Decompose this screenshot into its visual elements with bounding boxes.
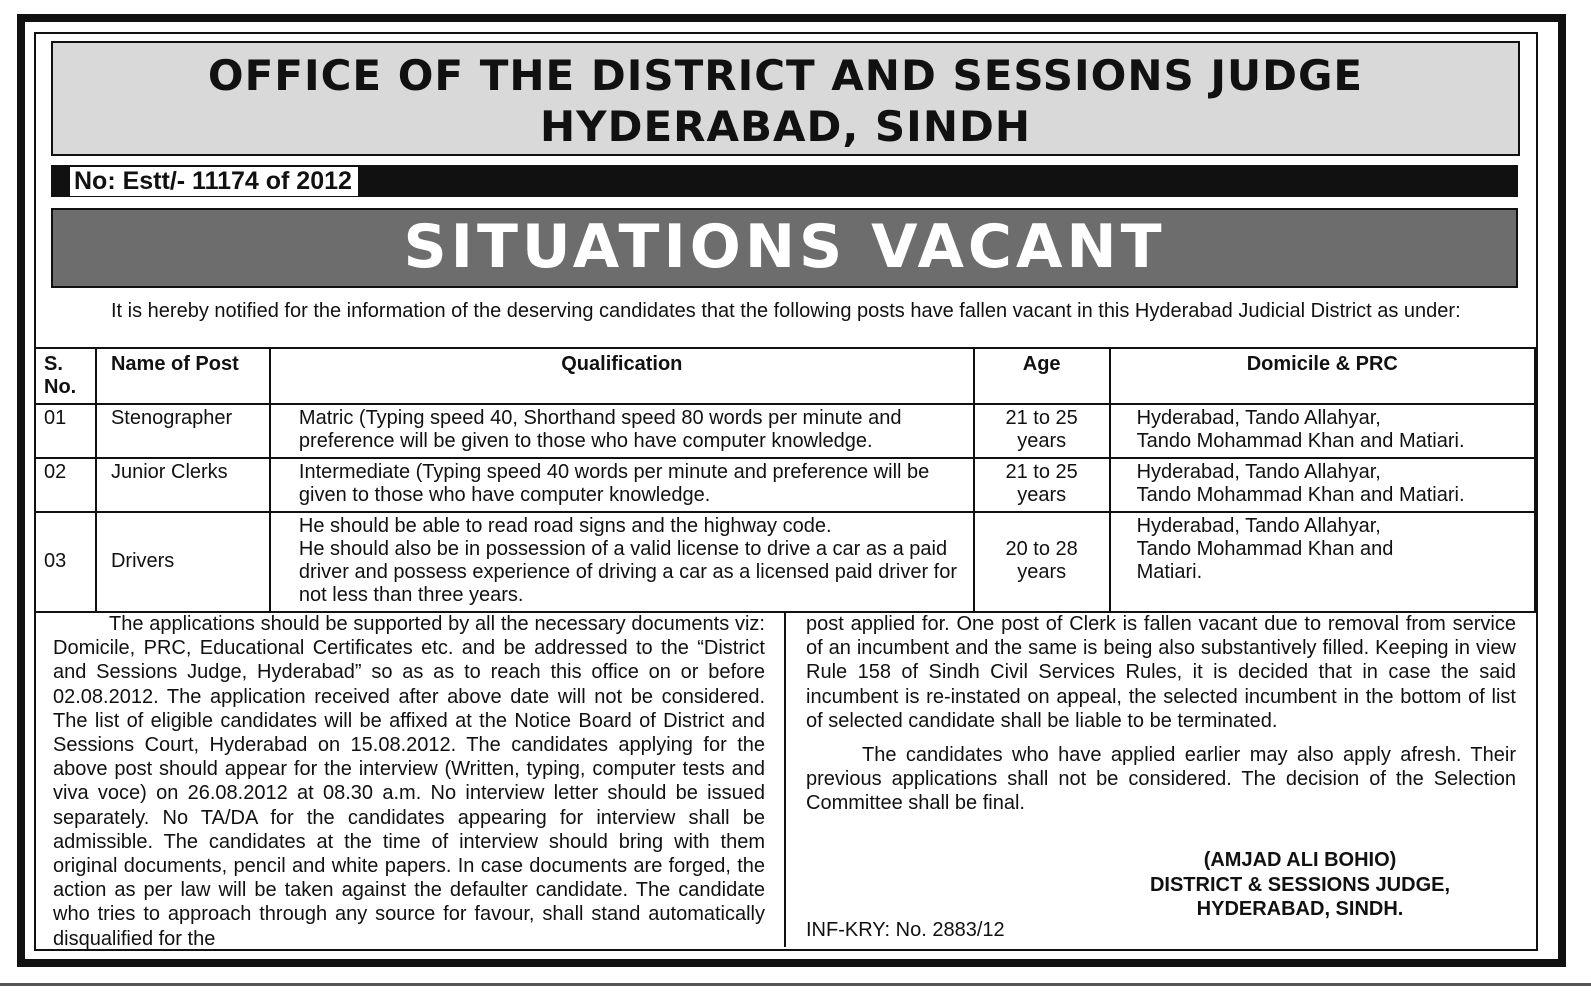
reference-bar <box>51 165 1518 197</box>
row-qualification: Matric (Typing speed 40, Shorthand speed 80 words per minute and preference will be given to those who have computer knowledge. <box>270 404 974 458</box>
row-sno: 01 <box>35 404 96 458</box>
row-sno: 03 <box>35 512 96 612</box>
row-domicile: Hyderabad, Tando Allahyar, Tando Mohammad Khan and Matiari. <box>1110 512 1535 612</box>
row-age: 21 to 25 years <box>974 404 1110 458</box>
row-age: 21 to 25 years <box>974 458 1110 512</box>
table-row <box>35 404 1535 458</box>
inf-reference: INF-KRY: No. 2883/12 <box>806 919 1005 941</box>
row-post: Stenographer <box>96 404 270 458</box>
signatory-name: (AMJAD ALI BOHIO) <box>1203 849 1397 871</box>
situations-vacant-banner <box>51 208 1518 288</box>
table-row <box>35 458 1535 512</box>
row-age: 20 to 28 years <box>974 512 1110 612</box>
body-right-paragraph-1: post applied for. One post of Clerk is fallen vacant due to removal from service of an incumbent and the same is being also substantively filled. Keeping in view Rule 158 of Sindh Civil Services Rules, it is decided that in case the said incumbent is re-instated on appeal, the selected incumbent in the bottom of list of selected candidate shall be liable to be terminated. <box>806 613 1516 732</box>
signatory-designation: DISTRICT & SESSIONS JUDGE, <box>1149 873 1451 896</box>
bottom-rule <box>0 983 1591 986</box>
intro-text: It is hereby notified for the information of the deserving candidates that the following posts have fallen vacant in this Hyderabad Judicial District as under: <box>111 300 1461 322</box>
table-header-row <box>35 348 1535 404</box>
table-row <box>35 512 1535 612</box>
vacancies-table <box>34 347 1536 613</box>
header-sno: S. No. <box>35 348 96 404</box>
body-left-text: The applications should be supported by all the necessary documents viz: Domicile, PRC, Educational Certificates etc. and be addressed to the “District and Sessions Judge, Hyderabad” so as as to reach this office on or before 02.08.2012. The application received after above date will not be considered. The list of eligible candidates will be affixed at the Notice Board of District and Sessions Court, Hyderabad on 15.08.2012. The candidates applying for the above post should appear for the interview (Written, typing, computer tests and viva voce) on 26.08.2012 at 08.30 a.m. No interview letter should be issued separately. No TA/DA for the candidates appearing for interview shall be admissible. The candidates at the time of interview should bring with them original documents, pencil and white papers. In case documents are forged, the action as per law will be taken against the defaulter candidate. The candidate who tries to approach through any source for favour, shall stand automatically disqualified for the <box>53 613 765 950</box>
intro-paragraph <box>55 300 1518 323</box>
row-domicile: Hyderabad, Tando Allahyar, Tando Mohammad Khan and Matiari. <box>1110 404 1535 458</box>
office-title-line2: HYDERABAD, SINDH <box>540 102 1031 151</box>
row-domicile: Hyderabad, Tando Allahyar, Tando Mohammad Khan and Matiari. <box>1110 458 1535 512</box>
body-right-column <box>806 612 1516 816</box>
body-left-column <box>53 612 765 951</box>
header-post: Name of Post <box>96 348 270 404</box>
banner-text: SITUATIONS VACANT <box>403 212 1166 282</box>
row-qualification: He should be able to read road signs and the highway code. He should also be in possession of a valid license to drive a car as a paid driver and possess experience of driving a car as a licensed paid driver for not less than three years. <box>270 512 974 612</box>
header-qualification: Qualification <box>270 348 974 404</box>
header-domicile: Domicile & PRC <box>1110 348 1535 404</box>
row-sno: 02 <box>35 458 96 512</box>
office-title-box <box>51 41 1520 156</box>
body-right-paragraph-2: The candidates who have applied earlier may also apply afresh. Their previous applications shall not be considered. The decision of the Selection Committee shall be final. <box>806 744 1516 815</box>
reference-number: No: Estt/- 11174 of 2012 <box>70 167 358 196</box>
column-divider <box>784 612 786 947</box>
signature-block <box>1100 848 1500 922</box>
header-age: Age <box>974 348 1110 404</box>
row-post: Junior Clerks <box>96 458 270 512</box>
row-qualification: Intermediate (Typing speed 40 words per minute and preference will be given to those who have computer knowledge. <box>270 458 974 512</box>
row-post: Drivers <box>96 512 270 612</box>
signatory-place: HYDERABAD, SINDH. <box>1196 898 1404 920</box>
office-title-line1: OFFICE OF THE DISTRICT AND SESSIONS JUDGE <box>207 51 1364 100</box>
